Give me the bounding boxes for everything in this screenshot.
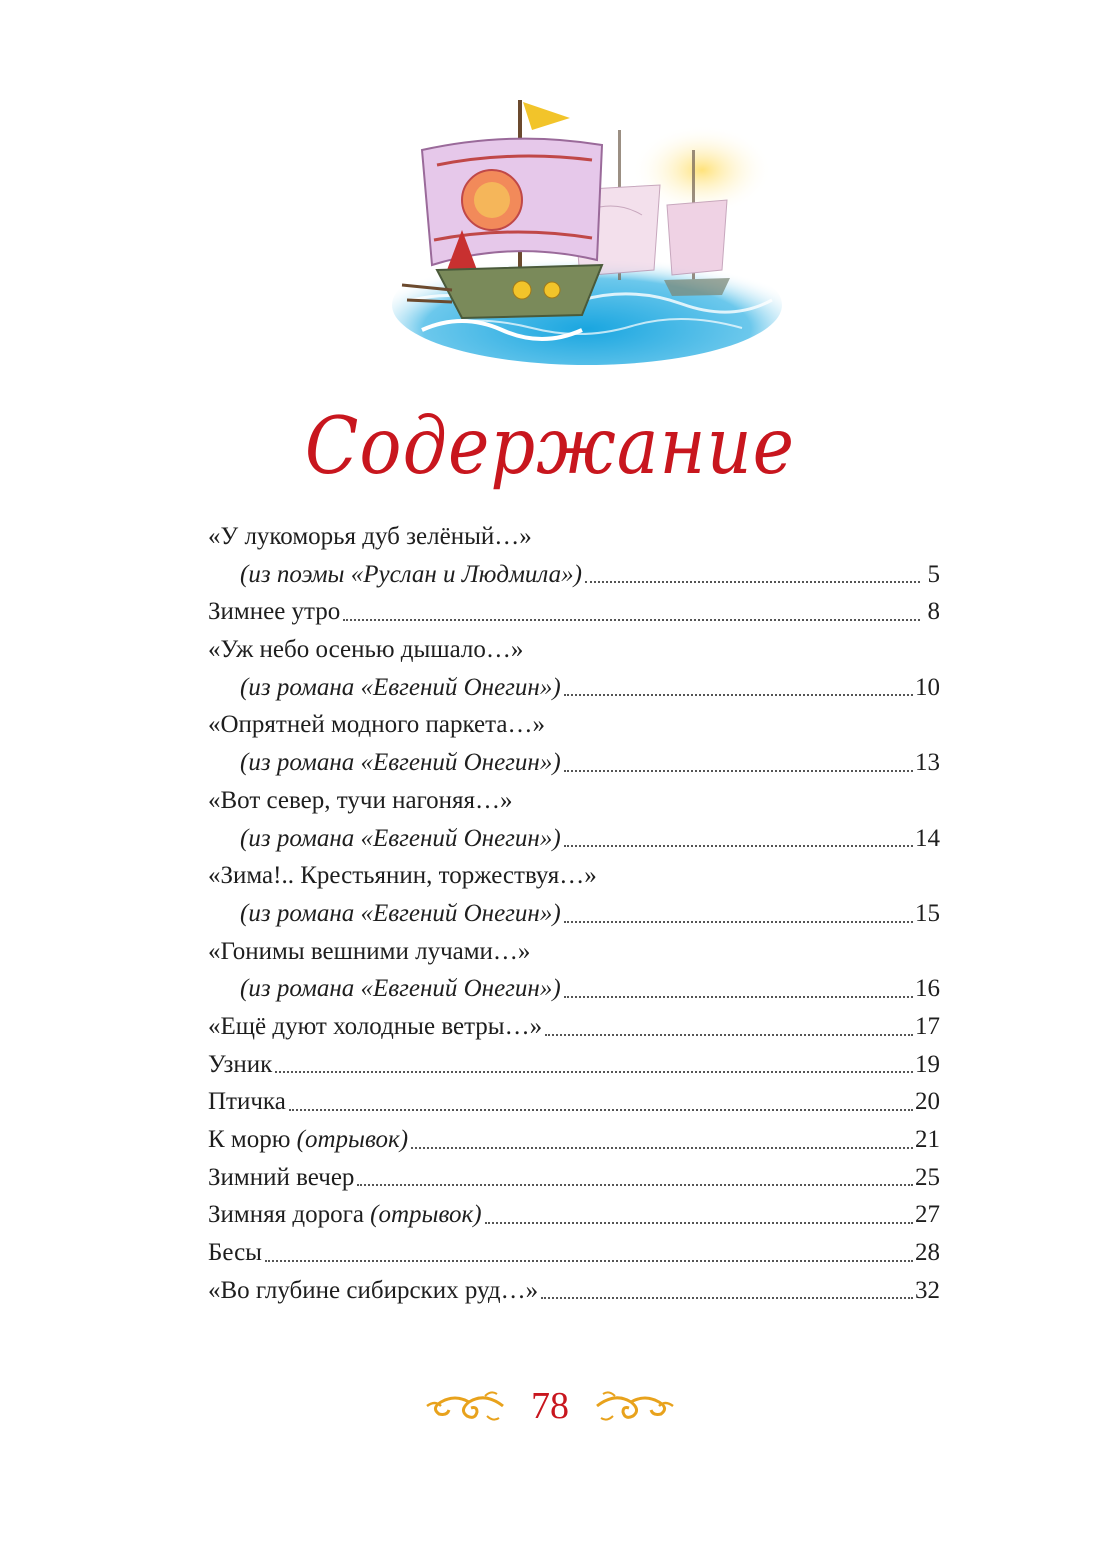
toc-entry[interactable] (208, 970, 940, 1008)
dot-leader (289, 1109, 913, 1111)
toc-entry[interactable] (208, 782, 940, 820)
toc-entry[interactable] (208, 669, 940, 707)
left-ornament-icon (425, 1388, 505, 1424)
toc-entry-source: (из романа «Евгений Онегин») (240, 824, 561, 852)
toc-entry-title: Зимний вечер (208, 1163, 355, 1191)
toc-entry[interactable] (208, 1234, 940, 1272)
toc-page-number: 28 (915, 1239, 940, 1267)
toc-entry-note: (отрывок) (296, 1126, 409, 1153)
toc-entry[interactable] (208, 518, 940, 556)
dot-leader (411, 1147, 913, 1149)
dot-leader (265, 1260, 913, 1262)
toc-page-number: 20 (915, 1088, 940, 1116)
toc-page-number: 10 (915, 673, 940, 701)
dot-leader (585, 581, 920, 583)
toc-entry[interactable] (208, 857, 940, 895)
dot-leader (541, 1297, 913, 1299)
toc-page-number: 27 (915, 1201, 940, 1229)
table-of-contents (208, 518, 940, 1309)
toc-page-number: 8 (927, 598, 940, 626)
toc-page-number: 16 (915, 975, 940, 1003)
right-ornament-icon (595, 1388, 675, 1424)
toc-entry[interactable] (208, 820, 940, 858)
toc-entry-title: Зимняя дорога (208, 1201, 364, 1229)
toc-entry-title: Птичка (208, 1088, 286, 1116)
toc-entry-title: Узник (208, 1050, 273, 1078)
toc-entry[interactable] (208, 1046, 940, 1084)
toc-entry-source: (из романа «Евгений Онегин») (240, 975, 561, 1003)
ships-illustration (392, 90, 782, 365)
toc-entry[interactable] (208, 1196, 940, 1234)
toc-page-number: 21 (915, 1126, 940, 1153)
toc-entry-source: (из поэмы «Руслан и Людмила») (240, 560, 582, 588)
toc-entry[interactable] (208, 1159, 940, 1197)
toc-page-number: 5 (927, 560, 940, 588)
toc-page-number: 13 (915, 749, 940, 777)
dot-leader (564, 694, 913, 696)
toc-entry[interactable] (208, 1272, 940, 1310)
dot-leader (485, 1222, 913, 1224)
toc-page-number: 15 (915, 899, 940, 927)
toc-page-number: 25 (915, 1163, 940, 1191)
toc-entry[interactable] (208, 895, 940, 933)
toc-entry[interactable] (208, 631, 940, 669)
dot-leader (343, 619, 920, 621)
toc-entry-title: «Ещё дуют холодные ветры…» (208, 1012, 543, 1040)
toc-page-number: 32 (915, 1276, 940, 1304)
toc-entry[interactable] (208, 933, 940, 971)
toc-entry[interactable] (208, 1008, 940, 1046)
toc-entry[interactable] (208, 593, 940, 631)
toc-entry-source: (из романа «Евгений Онегин») (240, 749, 561, 777)
toc-entry-title: «У лукоморья дуб зелёный…» (208, 523, 532, 550)
toc-entry[interactable] (208, 1121, 940, 1159)
toc-entry-title: К морю (208, 1126, 291, 1153)
toc-entry-note: (отрывок) (370, 1201, 482, 1229)
toc-entry-source: (из романа «Евгений Онегин») (240, 673, 561, 701)
toc-entry-source: (из романа «Евгений Онегин») (240, 899, 561, 927)
dot-leader (564, 770, 913, 772)
toc-entry[interactable] (208, 744, 940, 782)
toc-page-number: 17 (915, 1012, 940, 1040)
dot-leader (564, 996, 913, 998)
toc-entry-title: «Во глубине сибирских руд…» (208, 1276, 539, 1304)
dot-leader (564, 921, 913, 923)
toc-entry-title: Бесы (208, 1239, 262, 1267)
toc-entry[interactable] (208, 706, 940, 744)
dot-leader (545, 1034, 913, 1036)
dot-leader (357, 1184, 913, 1186)
toc-page-number: 19 (915, 1050, 940, 1078)
toc-entry-title: «Уж небо осенью дышало…» (208, 636, 524, 664)
toc-entry-title: «Вот север, тучи нагоняя…» (208, 786, 513, 814)
toc-entry-title: Зимнее утро (208, 598, 341, 626)
dot-leader (275, 1071, 913, 1073)
page-title: Содержание (304, 400, 796, 492)
toc-entry[interactable] (208, 556, 940, 594)
dot-leader (564, 845, 913, 847)
toc-page-number: 14 (915, 824, 940, 852)
toc-entry-title: «Зима!.. Крестьянин, торжествуя…» (208, 862, 597, 890)
toc-entry-title: «Гонимы вешними лучами…» (208, 937, 531, 965)
toc-entry[interactable] (208, 1083, 940, 1121)
page-folio (0, 1376, 1100, 1436)
page-number: 78 (531, 1385, 569, 1427)
toc-entry-title: «Опрятней модного паркета…» (208, 711, 545, 739)
